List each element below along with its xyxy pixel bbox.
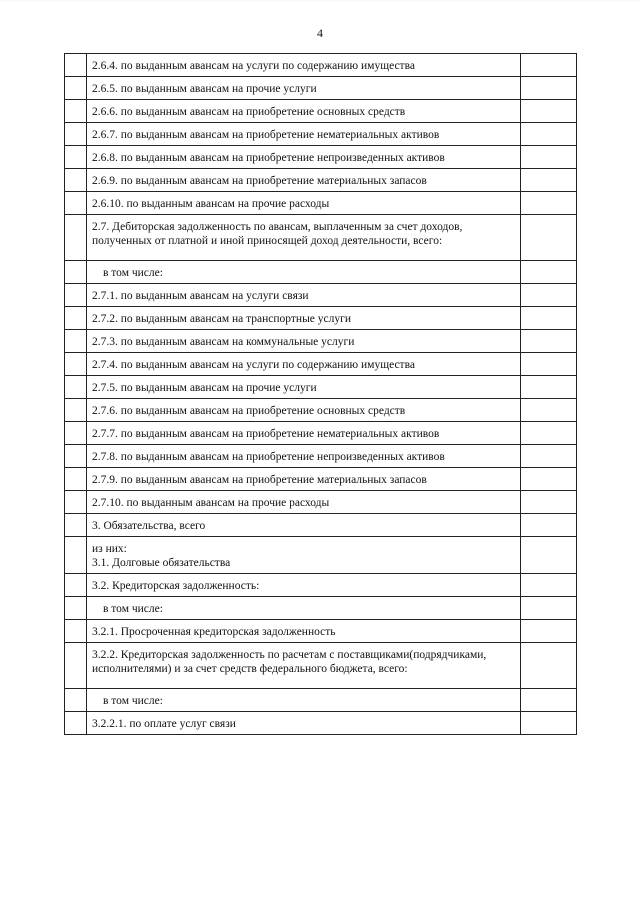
row-label: 3.2.2. Кредиторская задолженность по расчетам с поставщиками(подрядчиками, исполнителями) и за счет средств федерального бюджета, всего: [92,649,487,675]
row-label-cell [87,123,521,146]
row-value-cell [521,146,577,169]
table-row [65,537,577,574]
row-value-cell [521,123,577,146]
row-label-cell [87,77,521,100]
row-value-cell [521,422,577,445]
table-row [65,643,577,689]
row-number-cell [65,422,87,445]
row-value-cell [521,514,577,537]
row-number-cell [65,123,87,146]
row-label-cell [87,54,521,77]
row-label: 2.6.8. по выданным авансам на приобретение непроизведенных активов [92,152,445,164]
row-number-cell [65,574,87,597]
row-label-cell [87,643,521,689]
row-value-cell [521,54,577,77]
row-number-cell [65,514,87,537]
row-label-cell [87,330,521,353]
row-label: 2.7.10. по выданным авансам на прочие расходы [92,497,330,509]
table-row [65,689,577,712]
table-row [65,514,577,537]
row-number-cell [65,712,87,735]
table-row [65,123,577,146]
row-label: 2.7.2. по выданным авансам на транспортные услуги [92,313,351,325]
row-label: 2.7.3. по выданным авансам на коммунальные услуги [92,336,355,348]
row-label-cell [87,261,521,284]
row-label: 2.7. Дебиторская задолженность по авансам, выплаченным за счет доходов, полученных от платной и иной приносящей доход деятельности, всего: [92,221,463,247]
row-label-cell [87,307,521,330]
row-label: из них: 3.1. Долговые обязательства [92,543,231,569]
row-label-cell [87,514,521,537]
row-label: 3.2.1. Просроченная кредиторская задолженность [92,626,336,638]
row-number-cell [65,284,87,307]
row-value-cell [521,620,577,643]
table-row [65,54,577,77]
row-number-cell [65,643,87,689]
row-value-cell [521,376,577,399]
table-row [65,215,577,261]
table-row [65,192,577,215]
row-number-cell [65,169,87,192]
table-row [65,307,577,330]
row-label-cell [87,100,521,123]
row-number-cell [65,77,87,100]
row-value-cell [521,537,577,574]
row-value-cell [521,192,577,215]
table-row [65,491,577,514]
row-label-cell [87,376,521,399]
table-row [65,422,577,445]
row-label-cell [87,399,521,422]
row-value-cell [521,597,577,620]
row-label-cell [87,422,521,445]
row-number-cell [65,399,87,422]
page-number: 4 [317,26,323,40]
row-number-cell [65,620,87,643]
table-row [65,77,577,100]
table-row [65,620,577,643]
row-label: в том числе: [103,267,163,279]
row-label-cell [87,445,521,468]
row-label: 3.2. Кредиторская задолженность: [92,580,260,592]
row-number-cell [65,445,87,468]
row-label-cell [87,620,521,643]
row-label: в том числе: [103,603,163,615]
row-label-cell [87,169,521,192]
row-label: 2.7.4. по выданным авансам на услуги по содержанию имущества [92,359,415,371]
row-label-cell [87,537,521,574]
table-row [65,353,577,376]
table-row [65,468,577,491]
row-value-cell [521,261,577,284]
row-number-cell [65,468,87,491]
table-row [65,330,577,353]
row-label: 2.7.7. по выданным авансам на приобретение нематериальных активов [92,428,440,440]
table-row [65,712,577,735]
row-label: 3. Обязательства, всего [92,520,206,532]
row-value-cell [521,77,577,100]
row-number-cell [65,54,87,77]
row-label-cell [87,712,521,735]
row-value-cell [521,330,577,353]
row-number-cell [65,491,87,514]
row-label: 2.6.7. по выданным авансам на приобретение нематериальных активов [92,129,440,141]
row-value-cell [521,307,577,330]
row-label-cell [87,353,521,376]
row-value-cell [521,491,577,514]
row-label: 2.7.6. по выданным авансам на приобретение основных средств [92,405,406,417]
row-value-cell [521,689,577,712]
row-number-cell [65,689,87,712]
row-label: 2.7.5. по выданным авансам на прочие услуги [92,382,317,394]
row-label-cell [87,689,521,712]
row-number-cell [65,146,87,169]
row-number-cell [65,100,87,123]
table-row [65,597,577,620]
row-number-cell [65,307,87,330]
table-row [65,574,577,597]
row-value-cell [521,574,577,597]
row-number-cell [65,376,87,399]
table-row [65,399,577,422]
table-row [65,261,577,284]
row-value-cell [521,100,577,123]
page-top-edge [0,0,640,2]
row-label-cell [87,284,521,307]
row-label: 2.7.1. по выданным авансам на услуги связи [92,290,309,302]
row-value-cell [521,215,577,261]
row-number-cell [65,597,87,620]
row-label: 3.2.2.1. по оплате услуг связи [92,718,236,730]
table-row [65,376,577,399]
row-number-cell [65,330,87,353]
row-label: 2.6.10. по выданным авансам на прочие расходы [92,198,330,210]
table-row [65,146,577,169]
table-row [65,169,577,192]
row-value-cell [521,712,577,735]
row-value-cell [521,445,577,468]
row-label: 2.6.4. по выданным авансам на услуги по содержанию имущества [92,60,415,72]
row-label-cell [87,146,521,169]
row-number-cell [65,192,87,215]
row-value-cell [521,353,577,376]
row-value-cell [521,399,577,422]
row-number-cell [65,537,87,574]
row-number-cell [65,215,87,261]
row-value-cell [521,468,577,491]
report-table [64,53,577,735]
table-row [65,445,577,468]
row-value-cell [521,284,577,307]
row-label: 2.6.9. по выданным авансам на приобретение материальных запасов [92,175,427,187]
table-row [65,284,577,307]
report-table-body [65,54,577,735]
row-value-cell [521,169,577,192]
row-label-cell [87,192,521,215]
row-label: в том числе: [103,695,163,707]
row-number-cell [65,261,87,284]
row-label-cell [87,468,521,491]
row-label: 2.6.5. по выданным авансам на прочие услуги [92,83,317,95]
row-label-cell [87,215,521,261]
row-number-cell [65,353,87,376]
row-label-cell [87,597,521,620]
row-label: 2.7.8. по выданным авансам на приобретение непроизведенных активов [92,451,445,463]
row-label-cell [87,491,521,514]
table-row [65,100,577,123]
row-label-cell [87,574,521,597]
row-value-cell [521,643,577,689]
row-label: 2.6.6. по выданным авансам на приобретение основных средств [92,106,406,118]
row-label: 2.7.9. по выданным авансам на приобретение материальных запасов [92,474,427,486]
